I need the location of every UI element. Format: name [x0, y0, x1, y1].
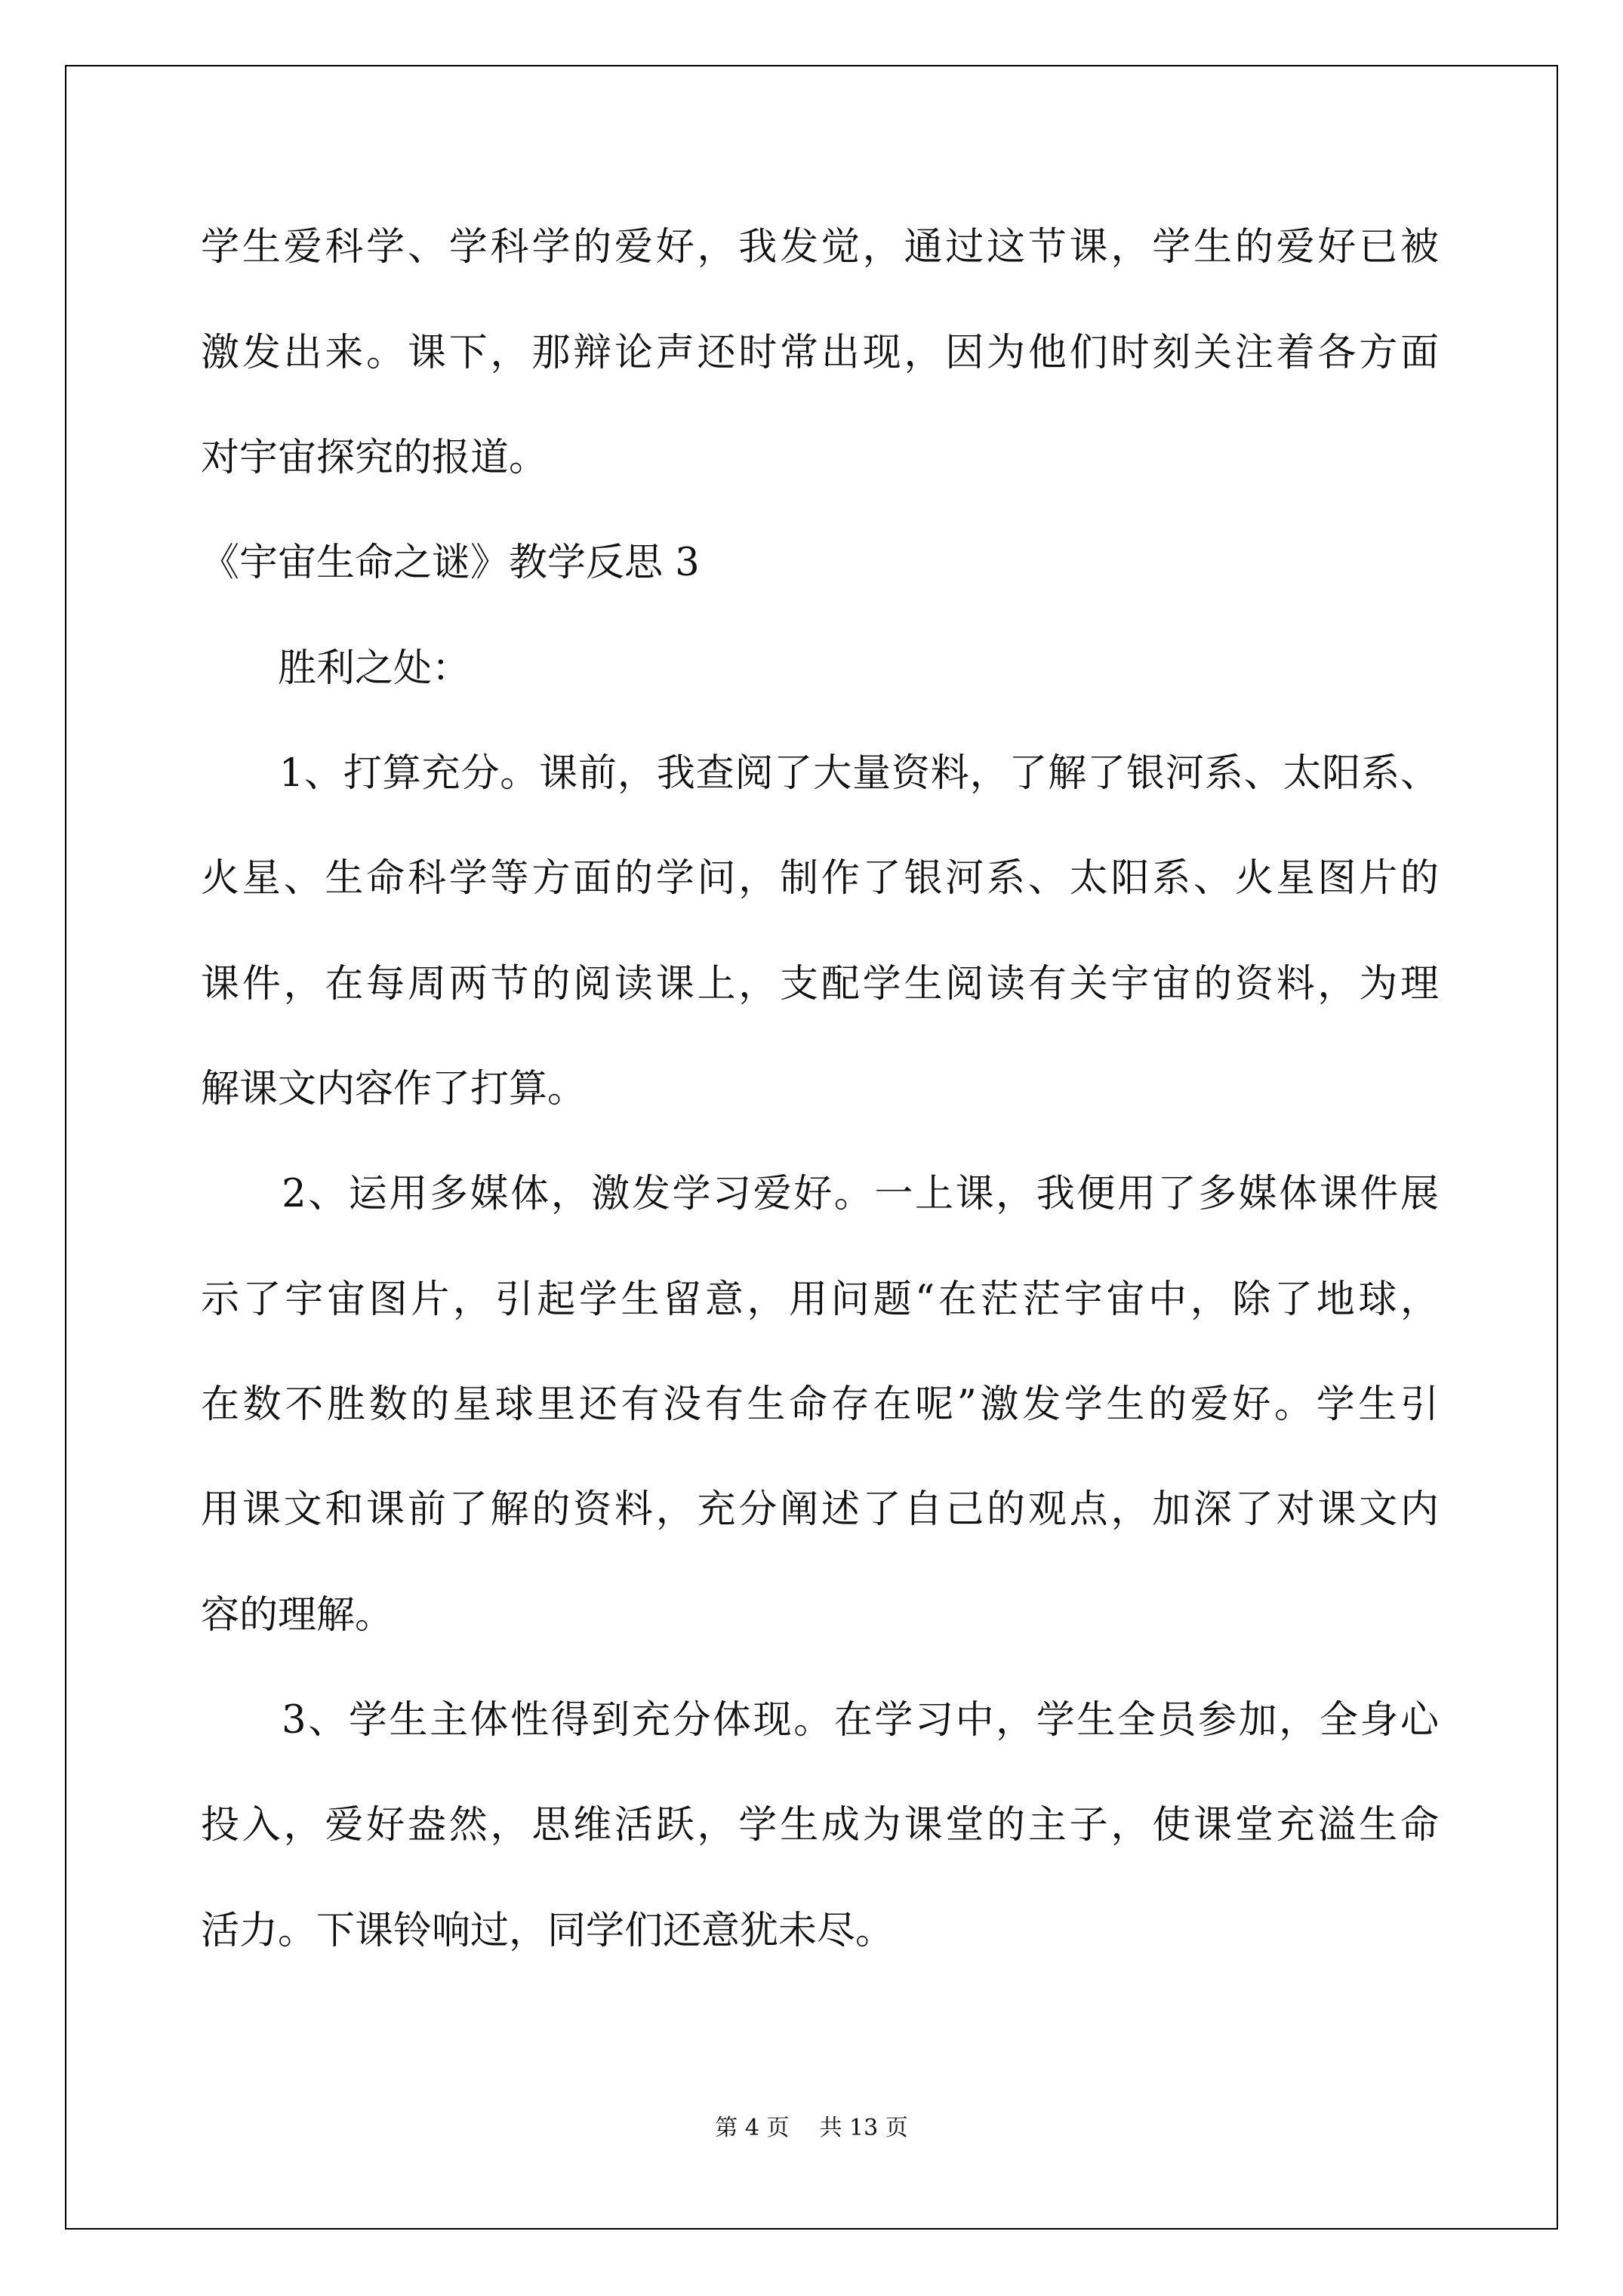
- text-line: 容的理解。: [201, 1593, 394, 1638]
- page-number: 第 4 页: [715, 2115, 790, 2141]
- text-line: 3、学生主体性得到充分体现。在学习中，学生全员参加，全身心: [201, 1698, 1439, 1743]
- text-line: 示了宇宙图片，引起学生留意，用问题“在茫茫宇宙中，除了地球，: [201, 1277, 1439, 1322]
- text-line: 在数不胜数的星球里还有没有生命存在呢”激发学生的爱好。学生引: [201, 1382, 1439, 1427]
- text-line: 课件，在每周两节的阅读课上，支配学生阅读有关宇宙的资料，为理: [201, 962, 1439, 1006]
- text-line: 学生爱科学、学科学的爱好，我发觉，通过这节课，学生的爱好已被: [201, 225, 1439, 270]
- page-total: 共 13 页: [819, 2115, 908, 2141]
- text-line: 对宇宙探究的报道。: [201, 436, 548, 480]
- text-line: 用课文和课前了解的资料，充分阐述了自己的观点，加深了对课文内: [201, 1487, 1439, 1532]
- text-line: 2、运用多媒体，激发学习爱好。一上课，我便用了多媒体课件展: [201, 1172, 1439, 1216]
- page-footer: [0, 2113, 1623, 2143]
- text-line: 1、打算充分。课前，我查阅了大量资料，了解了银河系、太阳系、: [201, 751, 1439, 796]
- section-heading: 《宇宙生命之谜》教学反思 3: [201, 541, 700, 585]
- text-line: 投入，爱好盎然，思维活跃，学生成为课堂的主子，使课堂充溢生命: [201, 1803, 1439, 1848]
- text-line: 解课文内容作了打算。: [201, 1067, 587, 1111]
- text-line: 激发出来。课下，那辩论声还时常出现，因为他们时刻关注着各方面: [201, 331, 1439, 375]
- text-line: 火星、生命科学等方面的学问，制作了银河系、太阳系、火星图片的: [201, 856, 1439, 901]
- subheading: 胜利之处：: [201, 646, 471, 691]
- text-line: 活力。下课铃响过，同学们还意犹未尽。: [201, 1909, 895, 1953]
